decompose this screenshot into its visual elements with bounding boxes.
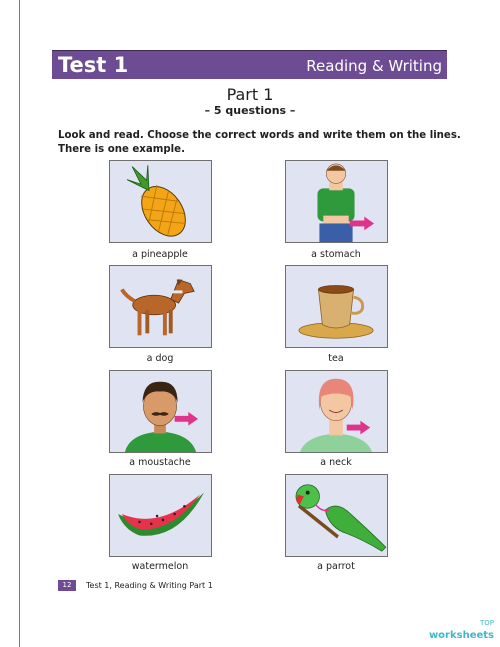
logo-top-text: TOP xyxy=(479,619,494,627)
logo-name-text: worksheets xyxy=(428,630,494,641)
pineapple-picture xyxy=(109,160,212,243)
caption-stomach: a stomach xyxy=(311,249,361,260)
tea-picture xyxy=(285,265,388,348)
footer-text: Test 1, Reading & Writing Part 1 xyxy=(86,581,213,590)
watermelon-picture xyxy=(109,474,212,557)
topworksheets-logo xyxy=(429,618,494,641)
neck-picture xyxy=(285,370,388,453)
caption-pineapple: a pineapple xyxy=(132,249,188,260)
part-title: Part 1 xyxy=(226,85,274,104)
caption-watermelon: watermelon xyxy=(131,561,189,572)
caption-dog: a dog xyxy=(146,353,174,364)
test-label: Test 1 xyxy=(58,53,129,77)
parrot-picture xyxy=(285,474,388,557)
dog-picture xyxy=(109,265,212,348)
caption-moustache: a moustache xyxy=(129,457,191,468)
caption-tea: tea xyxy=(328,353,344,364)
moustache-picture xyxy=(109,370,212,453)
page-number-badge: 12 xyxy=(58,580,76,591)
instructions: Look and read. Choose the correct words and write them on the lines. There is one example. xyxy=(58,130,461,155)
part-subtitle: – 5 questions – xyxy=(204,104,296,117)
section-label: Reading & Writing xyxy=(306,57,442,75)
stomach-picture xyxy=(285,160,388,243)
header-bar xyxy=(52,50,447,79)
caption-parrot: a parrot xyxy=(317,561,355,572)
caption-neck: a neck xyxy=(320,457,352,468)
